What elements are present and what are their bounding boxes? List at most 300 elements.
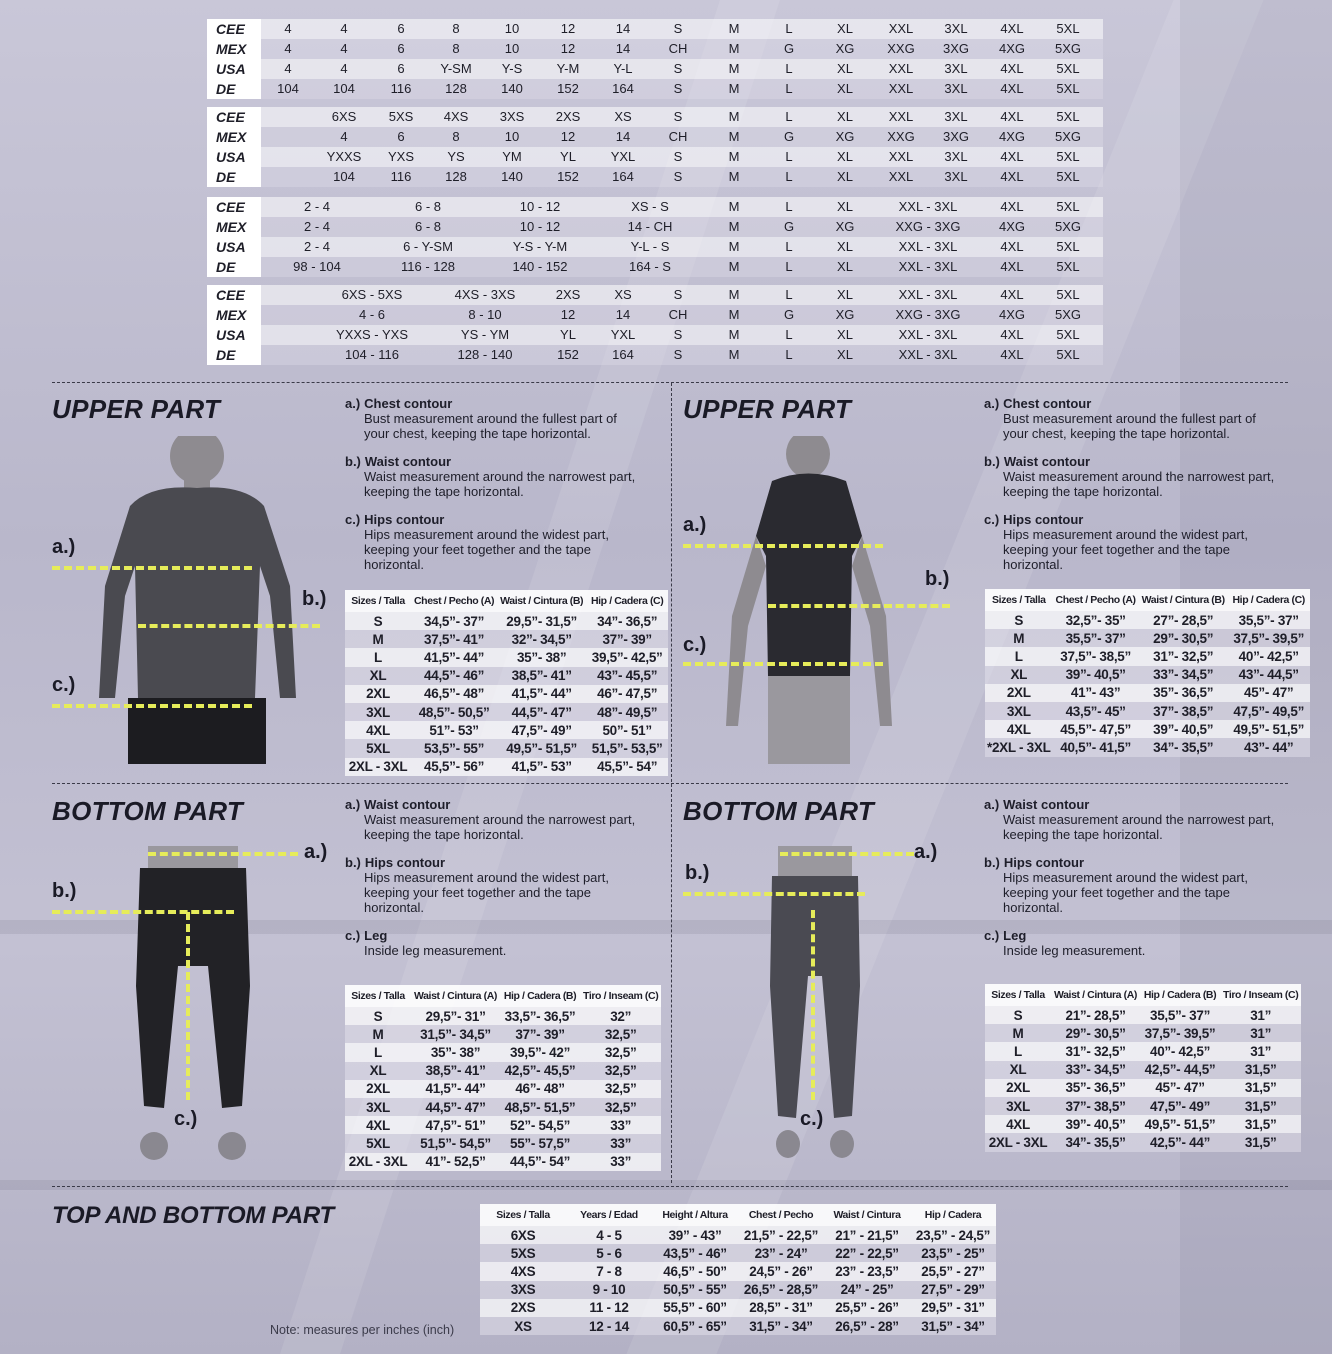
size-cell: 6 - Y-SM [403, 239, 453, 254]
size-cell: 6 [397, 61, 405, 76]
units-note: Note: measures per inches (inch) [270, 1323, 455, 1337]
size-cell: XXL - 3XL [898, 239, 958, 254]
table-row [345, 703, 668, 721]
table-row [985, 1133, 1301, 1151]
female-shirt-figure [712, 436, 912, 764]
size-cell: 2XS [555, 287, 581, 302]
table-cell: M [985, 1024, 1051, 1042]
table-cell: 2XL - 3XL [345, 1153, 411, 1171]
table-row [985, 1079, 1301, 1097]
size-cell: 2XS [555, 109, 581, 124]
table-cell: 43,5” - 46” [652, 1244, 738, 1262]
table-cell: 31,5”- 34,5” [411, 1025, 500, 1043]
instruction-text: Bust measurement around the fullest part of your chest, keeping the tape horizontal. [364, 411, 617, 441]
table-cell: 35,5”- 37” [1140, 1006, 1220, 1024]
size-cell: S [673, 109, 683, 124]
waist-line [768, 604, 950, 608]
size-cell: YXXS [326, 149, 362, 164]
marker-a: a.) [914, 841, 938, 863]
size-cell: YM [502, 149, 522, 164]
instruction-text: Hips measurement around the widest part, keeping your feet together and the tape horizontal. [364, 870, 609, 915]
size-cell: 8 - 10 [468, 307, 502, 322]
instruction-item [984, 855, 1284, 915]
column-header: Hip / Cadera (B) [1140, 984, 1220, 1006]
region-label: CEE [207, 19, 261, 39]
instruction-item [345, 797, 645, 842]
table-cell: 21,5” - 22,5” [738, 1226, 824, 1244]
table-cell: 4XL [345, 1116, 411, 1134]
region-label: USA [207, 147, 261, 167]
table-cell: 5XL [345, 1134, 411, 1152]
size-cell: M [728, 327, 740, 342]
table-cell: 43”- 44,5” [1228, 666, 1310, 684]
size-cell: XG [835, 307, 855, 322]
size-cell: XS [614, 109, 632, 124]
table-cell: 33” [580, 1134, 661, 1152]
instruction-heading: b.) Waist contour [345, 454, 452, 469]
instruction-item [984, 928, 1284, 958]
size-cell: M [728, 259, 740, 274]
size-table-upper-men [345, 590, 668, 776]
size-cell: 116 [390, 81, 412, 96]
table-cell: 23” - 23,5” [824, 1262, 910, 1280]
size-cell: XL [837, 149, 853, 164]
table-cell: 22” - 22,5” [824, 1244, 910, 1262]
table-cell: 47,5”- 51” [411, 1116, 500, 1134]
size-cell: 6XS - 5XS [341, 287, 403, 302]
table-row [480, 1317, 996, 1335]
table-cell: 32,5” [580, 1098, 661, 1116]
table-cell: 49,5”- 51,5” [1140, 1115, 1220, 1133]
size-cell: S [673, 287, 683, 302]
table-cell: 29,5” - 31” [910, 1299, 996, 1317]
size-cell: 140 [501, 169, 523, 184]
instruction-item [345, 928, 645, 958]
size-cell: 152 [557, 169, 579, 184]
size-cell: 2 - 4 [303, 239, 331, 254]
size-cell: CH [668, 41, 688, 56]
table-cell: 46,5”- 48” [411, 685, 497, 703]
table-header-row [985, 589, 1310, 611]
marker-c: c.) [174, 1108, 198, 1130]
table-cell: 44,5”- 47” [497, 703, 586, 721]
table-cell: 3XL [985, 1097, 1051, 1115]
size-cell: M [728, 81, 740, 96]
column-header: Sizes / Talla [985, 984, 1051, 1006]
section-title-top-bottom: TOP AND BOTTOM PART [52, 1202, 334, 1229]
table-cell: 48,5”- 50,5” [411, 703, 497, 721]
table-cell: 44,5”- 54” [500, 1153, 580, 1171]
table-cell: 45,5”- 54” [586, 758, 668, 776]
size-cell: YS - YM [460, 327, 510, 342]
instruction-item [984, 396, 1284, 441]
size-cell: XS [614, 287, 632, 302]
chest-line [683, 544, 883, 548]
instruction-text: Hips measurement around the widest part, keeping your feet together and the tape horizontal. [364, 527, 609, 572]
size-cell: 104 [333, 169, 355, 184]
table-cell: 35”- 36,5” [1139, 684, 1228, 702]
table-cell: 60,5” - 65” [652, 1317, 738, 1335]
size-cell: 4XL [1000, 239, 1024, 254]
size-cell: 2 - 4 [303, 219, 331, 234]
marker-c: c.) [52, 674, 76, 696]
size-cell: 8 [452, 21, 460, 36]
waist-line [138, 624, 320, 628]
conversion-row [207, 167, 1103, 187]
table-cell: 29”- 30,5” [1051, 1024, 1140, 1042]
size-cell: G [783, 219, 795, 234]
instruction-heading: a.) Waist contour [345, 797, 451, 812]
size-cell: M [728, 41, 740, 56]
size-cell: 5XG [1054, 307, 1082, 322]
size-cell: XS - S [631, 199, 669, 214]
instruction-text: Bust measurement around the fullest part of your chest, keeping the tape horizontal. [1003, 411, 1256, 441]
table-cell: 2XS [480, 1299, 566, 1317]
size-cell: 4 [340, 129, 348, 144]
table-cell: 45”- 47” [1228, 684, 1310, 702]
table-cell: 42,5”- 44” [1140, 1133, 1220, 1151]
table-cell: M [345, 1025, 411, 1043]
size-cell: 10 [504, 129, 520, 144]
instruction-heading: b.) Hips contour [984, 855, 1085, 870]
table-cell: 41”- 43” [1053, 684, 1139, 702]
size-cell: 5XL [1056, 109, 1080, 124]
table-cell: 31”- 32,5” [1051, 1042, 1140, 1060]
region-label: MEX [207, 39, 261, 59]
table-cell: 37,5”- 38,5” [1053, 647, 1139, 665]
hip-line [683, 662, 883, 666]
table-cell: 3XS [480, 1281, 566, 1299]
column-header: Sizes / Talla [345, 590, 411, 612]
table-cell: 48,5”- 51,5” [500, 1098, 580, 1116]
table-cell: 31” [1220, 1042, 1301, 1060]
table-cell: S [985, 611, 1053, 629]
marker-c: c.) [800, 1108, 824, 1130]
column-header: Waist / Cintura (B) [1139, 589, 1228, 611]
table-row [345, 1007, 661, 1025]
instruction-heading: b.) Hips contour [345, 855, 446, 870]
size-cell: XXL - 3XL [898, 259, 958, 274]
table-header-row [985, 984, 1301, 1006]
size-cell: L [785, 149, 793, 164]
instruction-text: Inside leg measurement. [364, 943, 507, 958]
region-label: DE [207, 167, 261, 187]
table-cell: 33” [580, 1153, 661, 1171]
table-cell: 32,5”- 35” [1053, 611, 1139, 629]
size-cell: 116 - 128 [401, 259, 455, 274]
table-cell: 34”- 35,5” [1139, 738, 1228, 756]
size-cell: XXG - 3XG [895, 219, 961, 234]
size-cell: 4XL [1000, 327, 1024, 342]
table-row [345, 1134, 661, 1152]
table-cell: 37”- 38,5” [1139, 702, 1228, 720]
size-cell: 104 [277, 81, 299, 96]
table-cell: 33,5”- 36,5” [500, 1007, 580, 1025]
size-cell: YXXS - YXS [335, 327, 409, 342]
size-cell: 4 [340, 61, 348, 76]
table-header-row [480, 1204, 996, 1226]
instruction-item [984, 454, 1284, 499]
table-cell: 37”- 39” [586, 630, 668, 648]
size-cell: 140 - 152 [512, 259, 568, 274]
instruction-text: Hips measurement around the widest part, keeping your feet together and the tape horizontal. [1003, 527, 1248, 572]
table-cell: 39”- 40,5” [1053, 666, 1139, 684]
table-cell: 4XS [480, 1262, 566, 1280]
table-cell: 44,5”- 47” [411, 1098, 500, 1116]
size-cell: 6XS [331, 109, 357, 124]
size-table-bottom-women [985, 984, 1301, 1152]
table-row [345, 721, 668, 739]
table-row [985, 1042, 1301, 1060]
table-cell: 34”- 36,5” [586, 612, 668, 630]
size-cell: M [728, 21, 740, 36]
size-cell: XL [837, 347, 853, 362]
size-cell: Y-S [501, 61, 523, 76]
size-cell: L [785, 21, 793, 36]
region-label: CEE [207, 197, 261, 217]
size-cell: XXL - 3XL [898, 199, 958, 214]
table-row [345, 758, 668, 776]
size-cell: 12 [560, 129, 576, 144]
size-cell: 140 [501, 81, 523, 96]
table-cell: 26,5” - 28,5” [738, 1281, 824, 1299]
table-cell: L [985, 1042, 1051, 1060]
table-cell: L [345, 648, 411, 666]
size-cell: XL [837, 169, 853, 184]
size-cell: 5XG [1054, 41, 1082, 56]
conversion-row [207, 79, 1103, 99]
column-header: Hip / Cadera (C) [586, 590, 668, 612]
table-cell: 27”- 28,5” [1139, 611, 1228, 629]
column-header: Hip / Cadera (B) [500, 985, 580, 1007]
inseam-line [186, 912, 190, 1100]
table-row [985, 611, 1310, 629]
size-cell: 14 [615, 21, 631, 36]
table-cell: 29,5”- 31,5” [497, 612, 586, 630]
table-cell: 40,5”- 41,5” [1053, 738, 1139, 756]
table-cell: 3XL [345, 703, 411, 721]
instruction-item [345, 396, 645, 441]
table-cell: 31” [1220, 1024, 1301, 1042]
size-cell: 104 - 116 [345, 347, 399, 362]
size-cell: 128 [445, 169, 467, 184]
table-cell: 51”- 53” [411, 721, 497, 739]
marker-b: b.) [302, 588, 327, 610]
table-cell: 55,5” - 60” [652, 1299, 738, 1317]
table-cell: 42,5”- 45,5” [500, 1062, 580, 1080]
size-cell: Y-S - Y-M [512, 239, 568, 254]
table-cell: 5XL [345, 739, 411, 757]
table-cell: 39,5”- 42,5” [586, 648, 668, 666]
divider [52, 783, 1288, 784]
waist-line [148, 852, 298, 856]
table-cell: 2XL [345, 1080, 411, 1098]
column-header: Sizes / Talla [480, 1204, 566, 1226]
table-cell: 37”- 39” [500, 1025, 580, 1043]
table-row [345, 1080, 661, 1098]
table-cell: 34,5”- 37” [411, 612, 497, 630]
table-cell: 31,5” [1220, 1097, 1301, 1115]
marker-b: b.) [925, 568, 950, 590]
instruction-heading: a.) Waist contour [984, 797, 1090, 812]
region-label: USA [207, 325, 261, 345]
table-row [480, 1226, 996, 1244]
size-cell: 4XL [1000, 109, 1024, 124]
size-cell: 4XL [1000, 61, 1024, 76]
table-cell: 2XL [345, 685, 411, 703]
size-cell: Y-SM [440, 61, 472, 76]
size-table-kids [480, 1204, 996, 1335]
table-row [985, 666, 1310, 684]
table-cell: 32,5” [580, 1080, 661, 1098]
size-cell: XL [837, 21, 853, 36]
size-cell: XL [837, 287, 853, 302]
size-cell: L [785, 81, 793, 96]
table-cell: XL [985, 666, 1053, 684]
instruction-text: Inside leg measurement. [1003, 943, 1146, 958]
table-cell: 12 - 14 [566, 1317, 652, 1335]
size-cell: 164 [612, 169, 634, 184]
instruction-heading: c.) Leg [984, 928, 1027, 943]
table-cell: 29”- 30,5” [1139, 629, 1228, 647]
size-cell: S [673, 61, 683, 76]
instruction-text: Hips measurement around the widest part, keeping your feet together and the tape horizontal. [1003, 870, 1248, 915]
size-cell: Y-M [556, 61, 580, 76]
size-cell: M [728, 129, 740, 144]
table-cell: S [345, 612, 411, 630]
size-cell: XL [837, 327, 853, 342]
table-row [985, 1097, 1301, 1115]
table-cell: 35”- 36,5” [1051, 1079, 1140, 1097]
table-cell: 40”- 42,5” [1140, 1042, 1220, 1060]
instruction-heading: a.) Chest contour [984, 396, 1092, 411]
size-cell: 10 - 12 [519, 199, 561, 214]
size-cell: 5XL [1056, 21, 1080, 36]
table-cell: L [985, 647, 1053, 665]
size-cell: 12 [560, 21, 576, 36]
hip-line [683, 892, 865, 896]
size-cell: S [673, 149, 683, 164]
size-cell: XXG [887, 129, 915, 144]
table-cell: 33”- 34,5” [1139, 666, 1228, 684]
table-cell: 43”- 45,5” [586, 667, 668, 685]
instruction-item [345, 454, 645, 499]
table-cell: 38,5”- 41” [497, 667, 586, 685]
size-cell: L [785, 287, 793, 302]
table-cell: 49,5”- 51,5” [1228, 720, 1310, 738]
size-cell: XG [835, 41, 855, 56]
waist-line [780, 852, 914, 856]
table-cell: 37,5”- 41” [411, 630, 497, 648]
size-cell: XG [835, 219, 855, 234]
table-cell: 27,5” - 29” [910, 1281, 996, 1299]
table-cell: XL [985, 1061, 1051, 1079]
size-cell: 12 [560, 41, 576, 56]
table-cell: 4XL [985, 720, 1053, 738]
size-cell: M [728, 287, 740, 302]
table-cell: 25,5” - 27” [910, 1262, 996, 1280]
size-cell: 4XG [998, 41, 1026, 56]
table-cell: 33”- 34,5” [1051, 1061, 1140, 1079]
size-cell: 98 - 104 [293, 259, 341, 274]
chest-line [52, 566, 252, 570]
table-row [985, 702, 1310, 720]
table-cell: 41,5”- 44” [497, 685, 586, 703]
conversion-row [207, 107, 1103, 127]
size-cell: 4XL [1000, 81, 1024, 96]
table-cell: 4XL [345, 721, 411, 739]
size-cell: YL [560, 327, 576, 342]
section-title-bottom: BOTTOM PART [683, 796, 875, 826]
table-cell: 47,5”- 49” [1140, 1097, 1220, 1115]
size-cell: 2 - 4 [303, 199, 331, 214]
size-cell: XG [835, 129, 855, 144]
size-cell: 5XL [1056, 81, 1080, 96]
size-cell: 5XL [1056, 287, 1080, 302]
size-cell: 3XL [944, 149, 968, 164]
table-cell: 51,5”- 54,5” [411, 1134, 500, 1152]
size-cell: 164 - S [629, 259, 671, 274]
size-cell: 14 [615, 129, 631, 144]
table-cell: 41,5”- 44” [411, 1080, 500, 1098]
table-cell: 35,5”- 37” [1053, 629, 1139, 647]
size-cell: 3XL [944, 21, 968, 36]
table-cell: 3XL [985, 702, 1053, 720]
table-row [985, 684, 1310, 702]
hip-line [52, 910, 234, 914]
size-cell: 6 [397, 21, 405, 36]
size-cell: 4XL [1000, 149, 1024, 164]
table-cell: 47,5”- 49” [497, 721, 586, 739]
table-cell: 48”- 49,5” [586, 703, 668, 721]
conversion-row [207, 197, 1103, 217]
table-row [985, 629, 1310, 647]
table-cell: 35,5”- 37” [1228, 611, 1310, 629]
instruction-item [984, 512, 1284, 572]
column-header: Hip / Cadera [910, 1204, 996, 1226]
size-cell: 14 [615, 41, 631, 56]
size-cell: XXL [888, 109, 914, 124]
size-cell: XXL - 3XL [898, 287, 958, 302]
section-title-upper: UPPER PART [52, 394, 221, 424]
table-cell: 41,5”- 53” [497, 758, 586, 776]
size-cell: 12 [560, 307, 576, 322]
table-row [985, 1006, 1301, 1024]
table-cell: 38,5”- 41” [411, 1062, 500, 1080]
size-cell: YS [447, 149, 465, 164]
table-cell: XL [345, 1062, 411, 1080]
size-cell: XXL - 3XL [898, 347, 958, 362]
size-cell: XL [837, 259, 853, 274]
marker-a: a.) [304, 841, 328, 863]
size-cell: 5XL [1056, 347, 1080, 362]
table-cell: 53,5”- 55” [411, 739, 497, 757]
size-cell: YL [560, 149, 576, 164]
size-cell: 5XS [388, 109, 414, 124]
size-cell: L [785, 239, 793, 254]
marker-c: c.) [683, 634, 707, 656]
table-row [345, 685, 668, 703]
size-cell: XL [837, 109, 853, 124]
column-header: Chest / Pecho (A) [1053, 589, 1139, 611]
region-label: CEE [207, 285, 261, 305]
table-cell: *2XL - 3XL [987, 739, 1051, 755]
size-cell: XL [837, 199, 853, 214]
region-label: USA [207, 59, 261, 79]
table-row [985, 647, 1310, 665]
table-cell: 32,5” [580, 1043, 661, 1061]
size-cell: XL [837, 81, 853, 96]
